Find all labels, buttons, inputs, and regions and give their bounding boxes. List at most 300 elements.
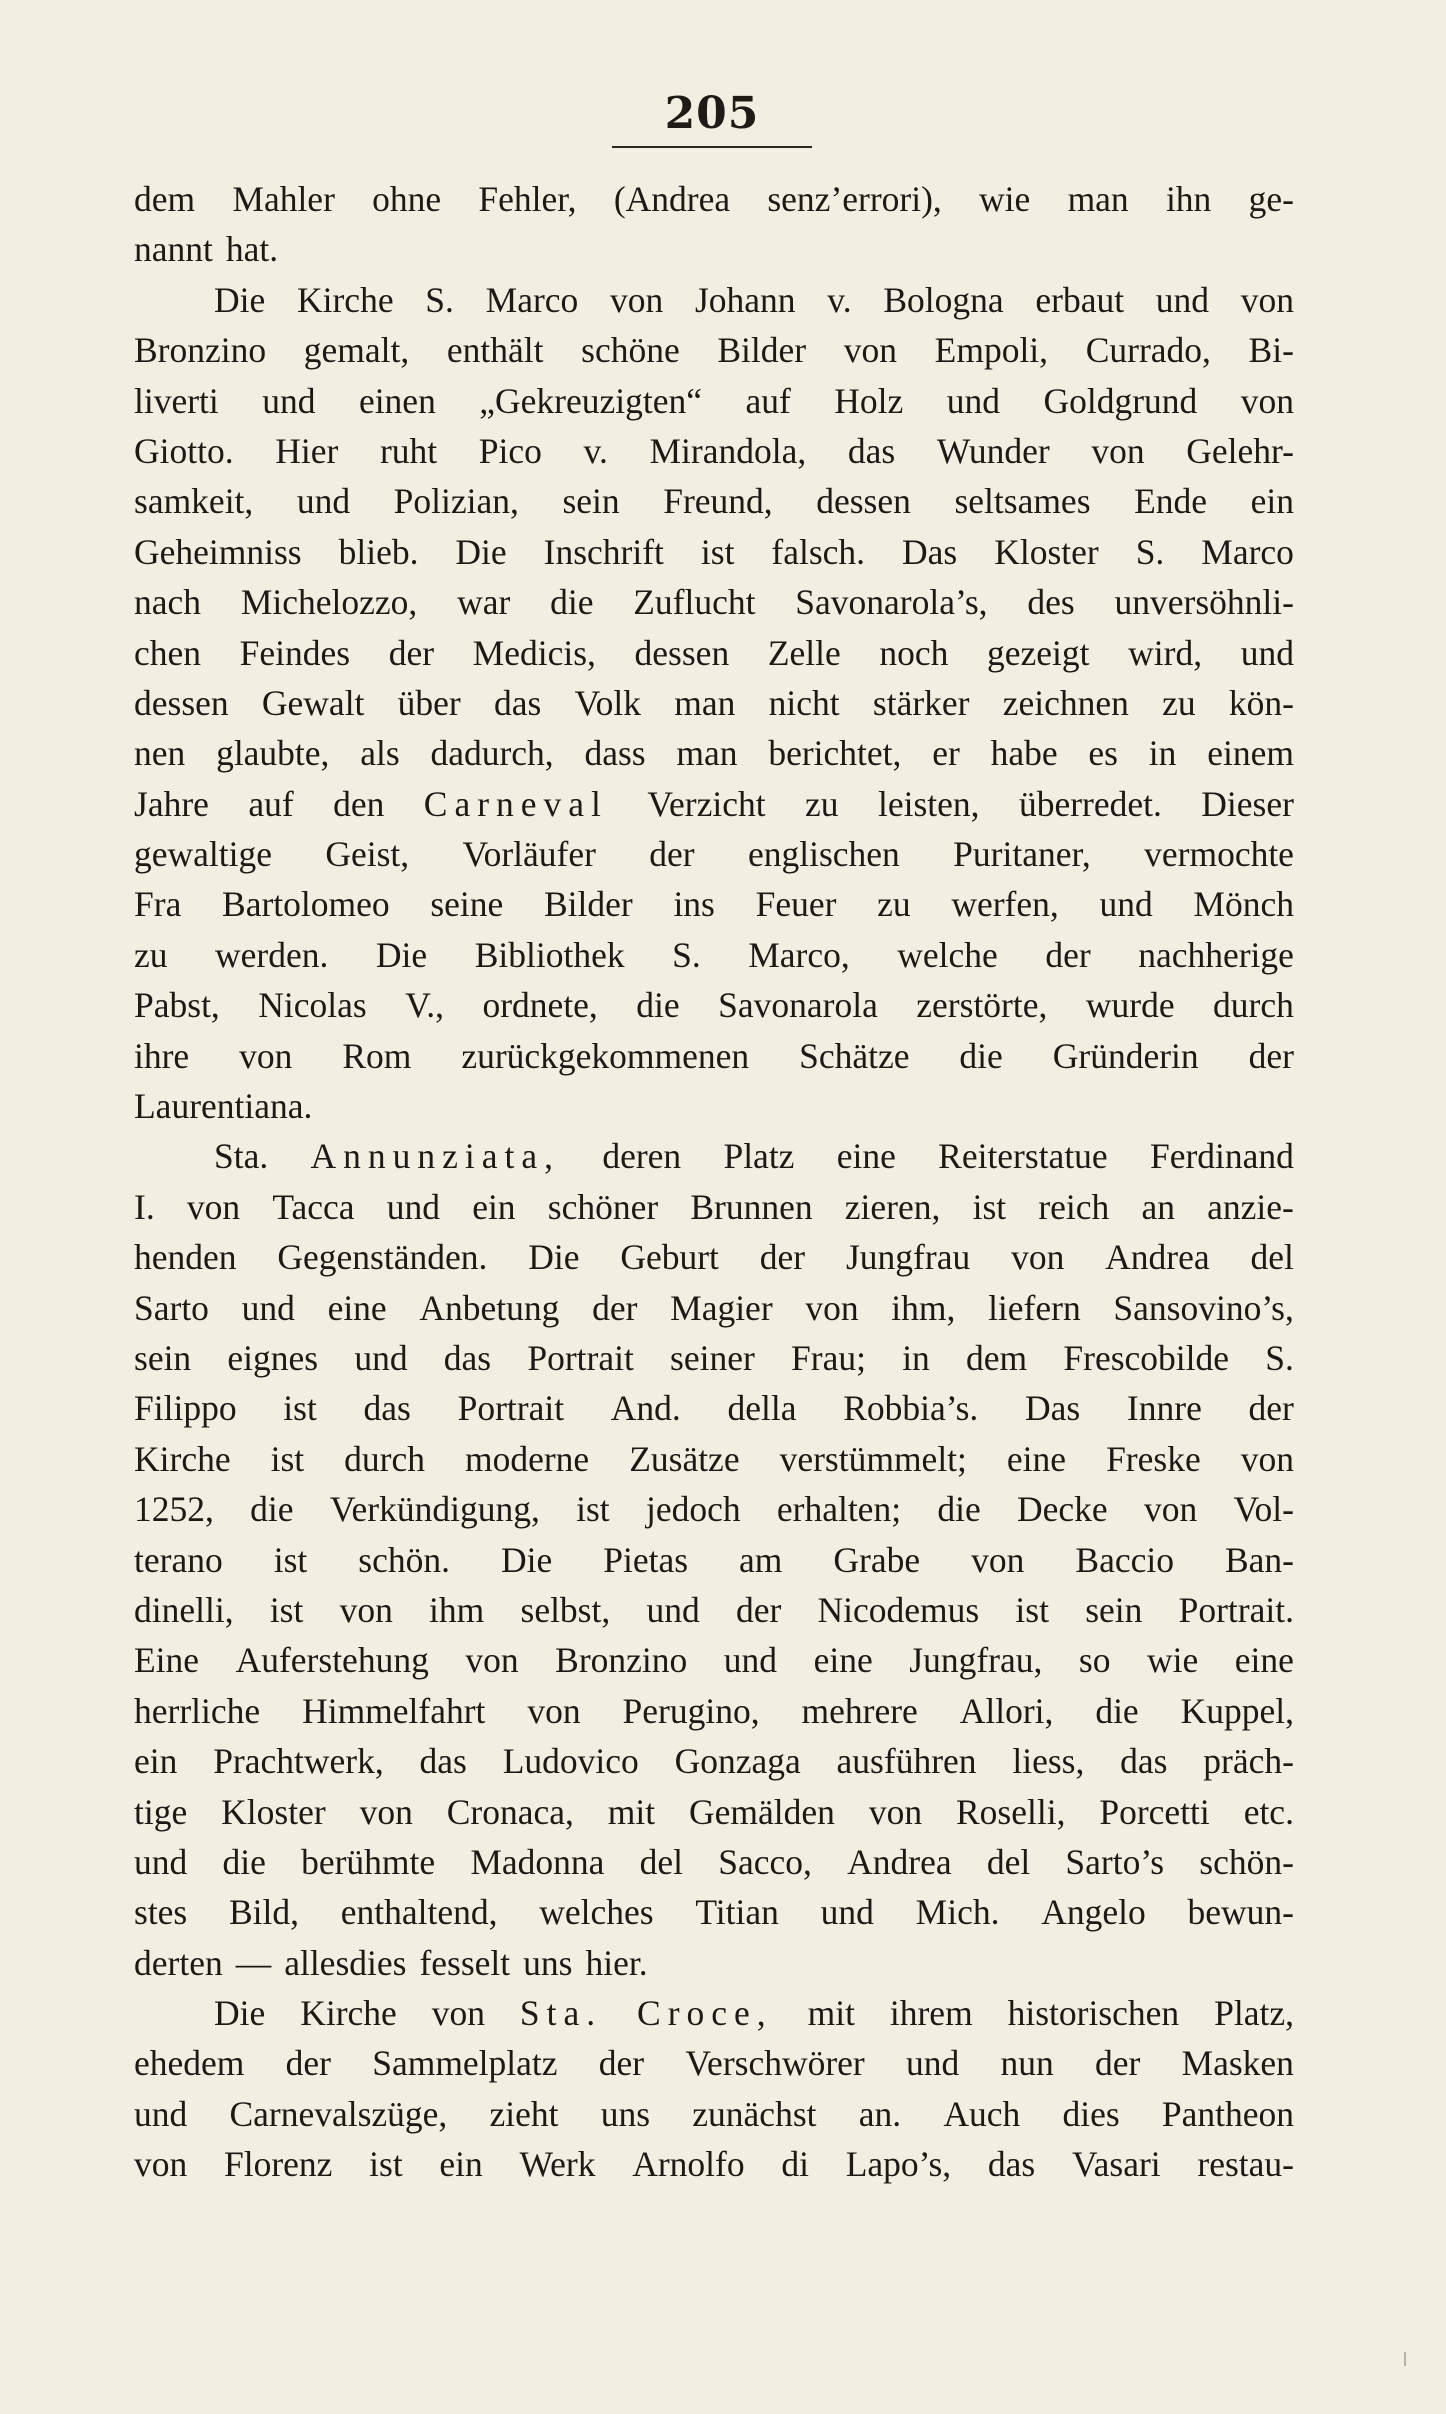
word: Rom xyxy=(342,1035,412,1076)
word: samkeit, xyxy=(134,481,254,522)
word: Ludovico xyxy=(502,1741,639,1782)
word: der xyxy=(1045,934,1091,975)
word: Portrait. xyxy=(1178,1589,1294,1630)
text-line xyxy=(134,2038,1294,2088)
word: Porcetti xyxy=(1099,1791,1210,1832)
word: die xyxy=(550,582,594,623)
word: Lapo’s, xyxy=(845,2144,952,2185)
word: Portrait xyxy=(527,1337,634,1378)
word: der xyxy=(388,632,435,673)
word: Filippo xyxy=(134,1388,237,1429)
word: Puritaner, xyxy=(953,834,1091,875)
word: von xyxy=(843,330,897,371)
word: schön. xyxy=(358,1539,450,1580)
word: so xyxy=(1078,1640,1111,1681)
word: ein xyxy=(134,1741,178,1782)
word: Inschrift xyxy=(543,531,664,572)
word: Michelozzo, xyxy=(240,582,418,623)
word: Dieser xyxy=(1201,783,1294,824)
word: Polizian, xyxy=(393,481,519,522)
word: vermochte xyxy=(1144,834,1294,875)
word: und xyxy=(1155,279,1210,320)
word: henden xyxy=(134,1237,237,1278)
word: es xyxy=(1088,733,1118,774)
word: deren xyxy=(602,1136,682,1177)
word: Cronaca, xyxy=(446,1791,574,1832)
word: uns xyxy=(600,2093,651,2134)
word: Bologna xyxy=(883,279,1004,320)
word: ist xyxy=(972,1186,1007,1227)
word: Geheimniss xyxy=(134,531,302,572)
word: Kloster xyxy=(994,531,1099,572)
word: Das xyxy=(902,531,958,572)
text-line xyxy=(134,829,1294,879)
word: ihm, xyxy=(891,1287,956,1328)
word: nachherige xyxy=(1138,934,1294,975)
word: ist xyxy=(576,1489,610,1530)
word: schöne xyxy=(581,330,680,371)
word: ist xyxy=(270,1438,305,1479)
word: historischen xyxy=(1007,1993,1180,2034)
word: der xyxy=(649,834,695,875)
word: überredet. xyxy=(1018,783,1162,824)
word: dies xyxy=(1062,2093,1120,2134)
word: Frau; xyxy=(791,1337,866,1378)
word: der xyxy=(1248,1388,1294,1429)
word: Anbetung xyxy=(419,1287,560,1328)
word: Innre xyxy=(1126,1388,1202,1429)
word: von xyxy=(1240,380,1294,421)
word: wurde xyxy=(1085,985,1175,1026)
word: Bi- xyxy=(1248,330,1294,371)
word: Gewalt xyxy=(261,682,365,723)
word: wie xyxy=(979,179,1031,219)
word: Frescobilde xyxy=(1063,1337,1230,1378)
page-edge-mark xyxy=(1404,2352,1406,2366)
word: durch xyxy=(1213,985,1294,1026)
word: Auch xyxy=(943,2093,1021,2134)
word: als xyxy=(360,733,400,774)
word: zu xyxy=(1162,682,1196,723)
word: zu xyxy=(877,884,911,925)
word: Freund, xyxy=(663,481,773,522)
word: Annunziata, xyxy=(310,1136,561,1177)
word: gewaltige xyxy=(134,834,272,875)
word: Ban- xyxy=(1224,1539,1294,1580)
word: Andrea xyxy=(847,1841,952,1882)
word: war xyxy=(457,582,511,623)
word: ihm xyxy=(429,1589,485,1630)
word: Mönch xyxy=(1193,884,1294,925)
word: ist xyxy=(1015,1589,1049,1630)
word: fesselt xyxy=(419,1942,511,1983)
text-line xyxy=(134,1887,1294,1937)
word: Holz xyxy=(834,380,904,421)
word: ein xyxy=(472,1186,516,1227)
body-text xyxy=(134,174,1294,2190)
text-line xyxy=(134,476,1294,526)
text-line xyxy=(134,678,1294,728)
word: und xyxy=(386,1186,440,1227)
word: das xyxy=(363,1388,411,1429)
word: 1252, xyxy=(134,1489,214,1530)
word: wird, xyxy=(1128,632,1203,673)
word: Reiterstatue xyxy=(938,1136,1108,1177)
word: Auferstehung xyxy=(235,1640,429,1681)
word: und xyxy=(134,1841,188,1882)
word: erhalten; xyxy=(776,1489,902,1530)
text-line xyxy=(134,325,1294,375)
word: Masken xyxy=(1181,2043,1294,2084)
word: S. xyxy=(425,279,454,320)
word: tige xyxy=(134,1791,188,1832)
word: nannt xyxy=(134,229,213,270)
word: Die xyxy=(214,1993,266,2034)
word: derten xyxy=(134,1942,223,1983)
word: S. xyxy=(672,934,701,975)
word: zieht xyxy=(489,2093,559,2134)
word: mit xyxy=(607,1791,656,1832)
word: zieren, xyxy=(844,1186,941,1227)
word: eine xyxy=(836,1136,896,1177)
word: ausführen xyxy=(836,1741,977,1782)
word: Bartolomeo xyxy=(222,884,390,925)
word: zunächst xyxy=(692,2093,817,2134)
word: liess, xyxy=(1012,1741,1085,1782)
word: Sta. xyxy=(214,1136,269,1177)
word: Baccio xyxy=(1075,1539,1174,1580)
text-line xyxy=(134,426,1294,476)
word: Sammelplatz xyxy=(372,2043,558,2084)
word: Perugino, xyxy=(622,1690,760,1731)
text-line xyxy=(134,879,1294,929)
word: Vorläufer xyxy=(462,834,596,875)
word: ein xyxy=(439,2144,483,2185)
word: Volk xyxy=(574,682,642,723)
word: eignes xyxy=(227,1337,319,1378)
text-line xyxy=(134,779,1294,829)
text-line xyxy=(134,1988,1294,2038)
word: an. xyxy=(858,2093,902,2134)
word: verstümmelt; xyxy=(779,1438,967,1479)
word: Gelehr- xyxy=(1186,430,1294,471)
word: man xyxy=(674,682,736,723)
word: Croce, xyxy=(637,1993,773,2034)
word: S. xyxy=(1265,1337,1294,1378)
word: das xyxy=(847,430,896,471)
word: hier. xyxy=(585,1942,648,1983)
word: v. xyxy=(827,279,852,320)
word: Jahre xyxy=(134,783,209,824)
word: von xyxy=(805,1287,859,1328)
word: nicht xyxy=(768,682,840,723)
word: Angelo xyxy=(1041,1892,1146,1933)
word: Bilder xyxy=(544,884,633,925)
word: Fehler, xyxy=(478,179,577,219)
text-line xyxy=(134,224,1294,274)
word: von xyxy=(239,1035,293,1076)
word: Sta. xyxy=(519,1993,603,2034)
word: von xyxy=(610,279,664,320)
word: Gemälden xyxy=(689,1791,835,1832)
word: Gegenständen. xyxy=(277,1237,488,1278)
word: zeichnen xyxy=(1002,682,1129,723)
word: Platz xyxy=(723,1136,795,1177)
word: schöner xyxy=(547,1186,659,1227)
word: welches xyxy=(539,1892,654,1933)
word: Kirche xyxy=(134,1438,231,1479)
word: Marco, xyxy=(748,934,850,975)
word: Magier xyxy=(670,1287,773,1328)
word: Pantheon xyxy=(1161,2093,1294,2134)
word: Robbia’s. xyxy=(843,1388,979,1429)
word: Kuppel, xyxy=(1180,1690,1294,1731)
word: den xyxy=(333,783,385,824)
word: eine xyxy=(1234,1640,1294,1681)
text-line xyxy=(134,1333,1294,1383)
word: terano xyxy=(134,1539,223,1580)
word: ist xyxy=(269,1589,304,1630)
word: Madonna xyxy=(470,1841,605,1882)
word: der xyxy=(592,1287,638,1328)
word: Decke xyxy=(1017,1489,1108,1530)
page-number-rule xyxy=(612,146,812,148)
word: dinelli, xyxy=(134,1589,234,1630)
word: della xyxy=(727,1388,797,1429)
word: Verschwörer xyxy=(685,2043,865,2084)
word: del xyxy=(1250,1237,1294,1278)
word: Sarto’s xyxy=(1065,1841,1165,1882)
text-line xyxy=(134,1938,1294,1988)
word: Roselli, xyxy=(955,1791,1066,1832)
text-line xyxy=(134,1484,1294,1534)
word: Prachtwerk, xyxy=(213,1741,384,1782)
word: bewun- xyxy=(1187,1892,1294,1933)
word: anzie- xyxy=(1207,1186,1294,1227)
word: und xyxy=(820,1892,874,1933)
word: Das xyxy=(1025,1388,1081,1429)
word: das xyxy=(987,2144,1036,2185)
word: eine xyxy=(813,1640,873,1681)
word: und xyxy=(134,2093,188,2134)
text-line xyxy=(134,275,1294,325)
word: Feuer xyxy=(755,884,837,925)
word: man xyxy=(1067,179,1129,219)
word: dass xyxy=(584,733,646,774)
word: Arnolfo xyxy=(632,2144,745,2185)
word: des xyxy=(1027,582,1075,623)
word: — xyxy=(235,1942,272,1983)
word: Wunder xyxy=(936,430,1050,471)
word: wie xyxy=(1146,1640,1199,1681)
word: zu xyxy=(805,783,839,824)
word: Himmelfahrt xyxy=(302,1690,486,1731)
text-line xyxy=(134,1434,1294,1484)
word: glaubte, xyxy=(216,733,330,774)
word: das xyxy=(494,682,542,723)
word: Kirche xyxy=(296,279,394,320)
text-line xyxy=(134,930,1294,980)
word: von xyxy=(1011,1237,1065,1278)
word: die xyxy=(1095,1690,1139,1731)
word: Carnevalszüge, xyxy=(229,2093,448,2134)
word: Schätze xyxy=(799,1035,910,1076)
word: Empoli, xyxy=(934,330,1049,371)
word: etc. xyxy=(1243,1791,1294,1832)
word: in xyxy=(1148,733,1177,774)
word: Geburt xyxy=(620,1237,719,1278)
word: er xyxy=(932,733,960,774)
word: ruht xyxy=(379,430,438,471)
word: eine xyxy=(327,1287,387,1328)
word: kön- xyxy=(1228,682,1294,723)
word: Medicis, xyxy=(472,632,596,673)
word: ihrem xyxy=(889,1993,973,2034)
word: und xyxy=(241,1287,295,1328)
word: das xyxy=(1120,1741,1168,1782)
word: Giotto. xyxy=(134,430,234,471)
word: von xyxy=(868,1791,923,1832)
word: S. xyxy=(1135,531,1165,572)
word: habe xyxy=(990,733,1058,774)
word: Werk xyxy=(519,2144,596,2185)
word: Die xyxy=(500,1539,553,1580)
word: das xyxy=(443,1337,492,1378)
word: die xyxy=(222,1841,266,1882)
word: von xyxy=(465,1640,519,1681)
word: am xyxy=(739,1539,783,1580)
word: ohne xyxy=(372,179,442,219)
word: und xyxy=(905,2043,960,2084)
word: And. xyxy=(610,1388,681,1429)
word: Die xyxy=(214,279,266,320)
word: leisten, xyxy=(877,783,980,824)
word: seiner xyxy=(670,1337,755,1378)
word: Bibliothek xyxy=(474,934,625,975)
text-line xyxy=(134,1787,1294,1837)
word: Savonarola xyxy=(718,985,878,1026)
word: Mahler xyxy=(232,179,335,219)
word: Jungfrau xyxy=(845,1237,971,1278)
word: dadurch, xyxy=(430,733,554,774)
word: von xyxy=(1091,430,1145,471)
word: selbst, xyxy=(520,1589,611,1630)
word: erbaut xyxy=(1035,279,1125,320)
word: Tacca xyxy=(272,1186,355,1227)
word: und xyxy=(646,1589,700,1630)
text-line xyxy=(134,1686,1294,1736)
word: mit xyxy=(807,1993,855,2034)
word: dessen xyxy=(134,682,229,723)
word: Zuflucht xyxy=(633,582,756,623)
word: moderne xyxy=(464,1438,590,1479)
word: hat. xyxy=(225,229,279,270)
word: ge- xyxy=(1248,179,1294,219)
word: Die xyxy=(455,531,507,572)
word: Ende xyxy=(1134,481,1208,522)
word: allesdies xyxy=(284,1942,407,1983)
word: berühmte xyxy=(301,1841,436,1882)
word: mehrere xyxy=(801,1690,918,1731)
word: unversöhnli- xyxy=(1114,582,1294,623)
word: liefern xyxy=(988,1287,1081,1328)
word: der xyxy=(1094,2043,1141,2084)
word: präch- xyxy=(1203,1741,1294,1782)
word: von xyxy=(431,1993,485,2034)
word: an xyxy=(1141,1186,1175,1227)
word: Marco xyxy=(1201,531,1294,572)
word: werfen, xyxy=(951,884,1059,925)
text-line xyxy=(134,2089,1294,2139)
word: ordnete, xyxy=(482,985,598,1026)
word: Hier xyxy=(275,430,339,471)
word: von xyxy=(359,1791,413,1832)
word: ist xyxy=(273,1539,308,1580)
word: Mirandola, xyxy=(649,430,807,471)
word: von xyxy=(527,1690,581,1731)
word: Allori, xyxy=(959,1690,1054,1731)
word: blieb. xyxy=(338,531,419,572)
word: Jungfrau, xyxy=(909,1640,1043,1681)
text-line xyxy=(134,2139,1294,2189)
word: herrliche xyxy=(134,1690,261,1731)
word: Ferdinand xyxy=(1149,1136,1294,1177)
text-line xyxy=(134,728,1294,778)
word: Brunnen xyxy=(690,1186,813,1227)
word: Verkündigung, xyxy=(329,1489,540,1530)
word: (Andrea xyxy=(613,179,731,219)
word: schön- xyxy=(1199,1841,1294,1882)
word: dem xyxy=(134,179,196,219)
text-line xyxy=(134,1131,1294,1181)
word: falsch. xyxy=(771,531,866,572)
word: man xyxy=(676,733,738,774)
word: der xyxy=(735,1589,782,1630)
word: Gonzaga xyxy=(674,1741,801,1782)
word: zerstörte, xyxy=(916,985,1048,1026)
word: über xyxy=(397,682,461,723)
text-line xyxy=(134,1635,1294,1685)
word: restau- xyxy=(1197,2144,1294,2185)
word: Florenz xyxy=(223,2144,333,2185)
text-line xyxy=(134,1081,1294,1131)
word: Sansovino’s, xyxy=(1113,1287,1294,1328)
word: seltsames xyxy=(954,481,1091,522)
word: Feindes xyxy=(239,632,351,673)
word: v. xyxy=(583,430,608,471)
text-line xyxy=(134,1232,1294,1282)
word: enthaltend, xyxy=(340,1892,498,1933)
word: Die xyxy=(528,1237,580,1278)
text-line xyxy=(134,376,1294,426)
word: der xyxy=(598,2043,645,2084)
word: sein xyxy=(562,481,620,522)
text-line xyxy=(134,1837,1294,1887)
word: stärker xyxy=(872,682,970,723)
word: Nicodemus xyxy=(817,1589,980,1630)
word: sein xyxy=(134,1337,192,1378)
word: V., xyxy=(405,985,445,1026)
word: Verzicht xyxy=(647,783,766,824)
word: Nicolas xyxy=(258,985,367,1026)
text-line xyxy=(134,1031,1294,1081)
word: durch xyxy=(344,1438,425,1479)
word: und xyxy=(946,380,1000,421)
word: von xyxy=(339,1589,393,1630)
word: gezeigt xyxy=(987,632,1090,673)
word: Zusätze xyxy=(629,1438,740,1479)
word: Zelle xyxy=(767,632,841,673)
